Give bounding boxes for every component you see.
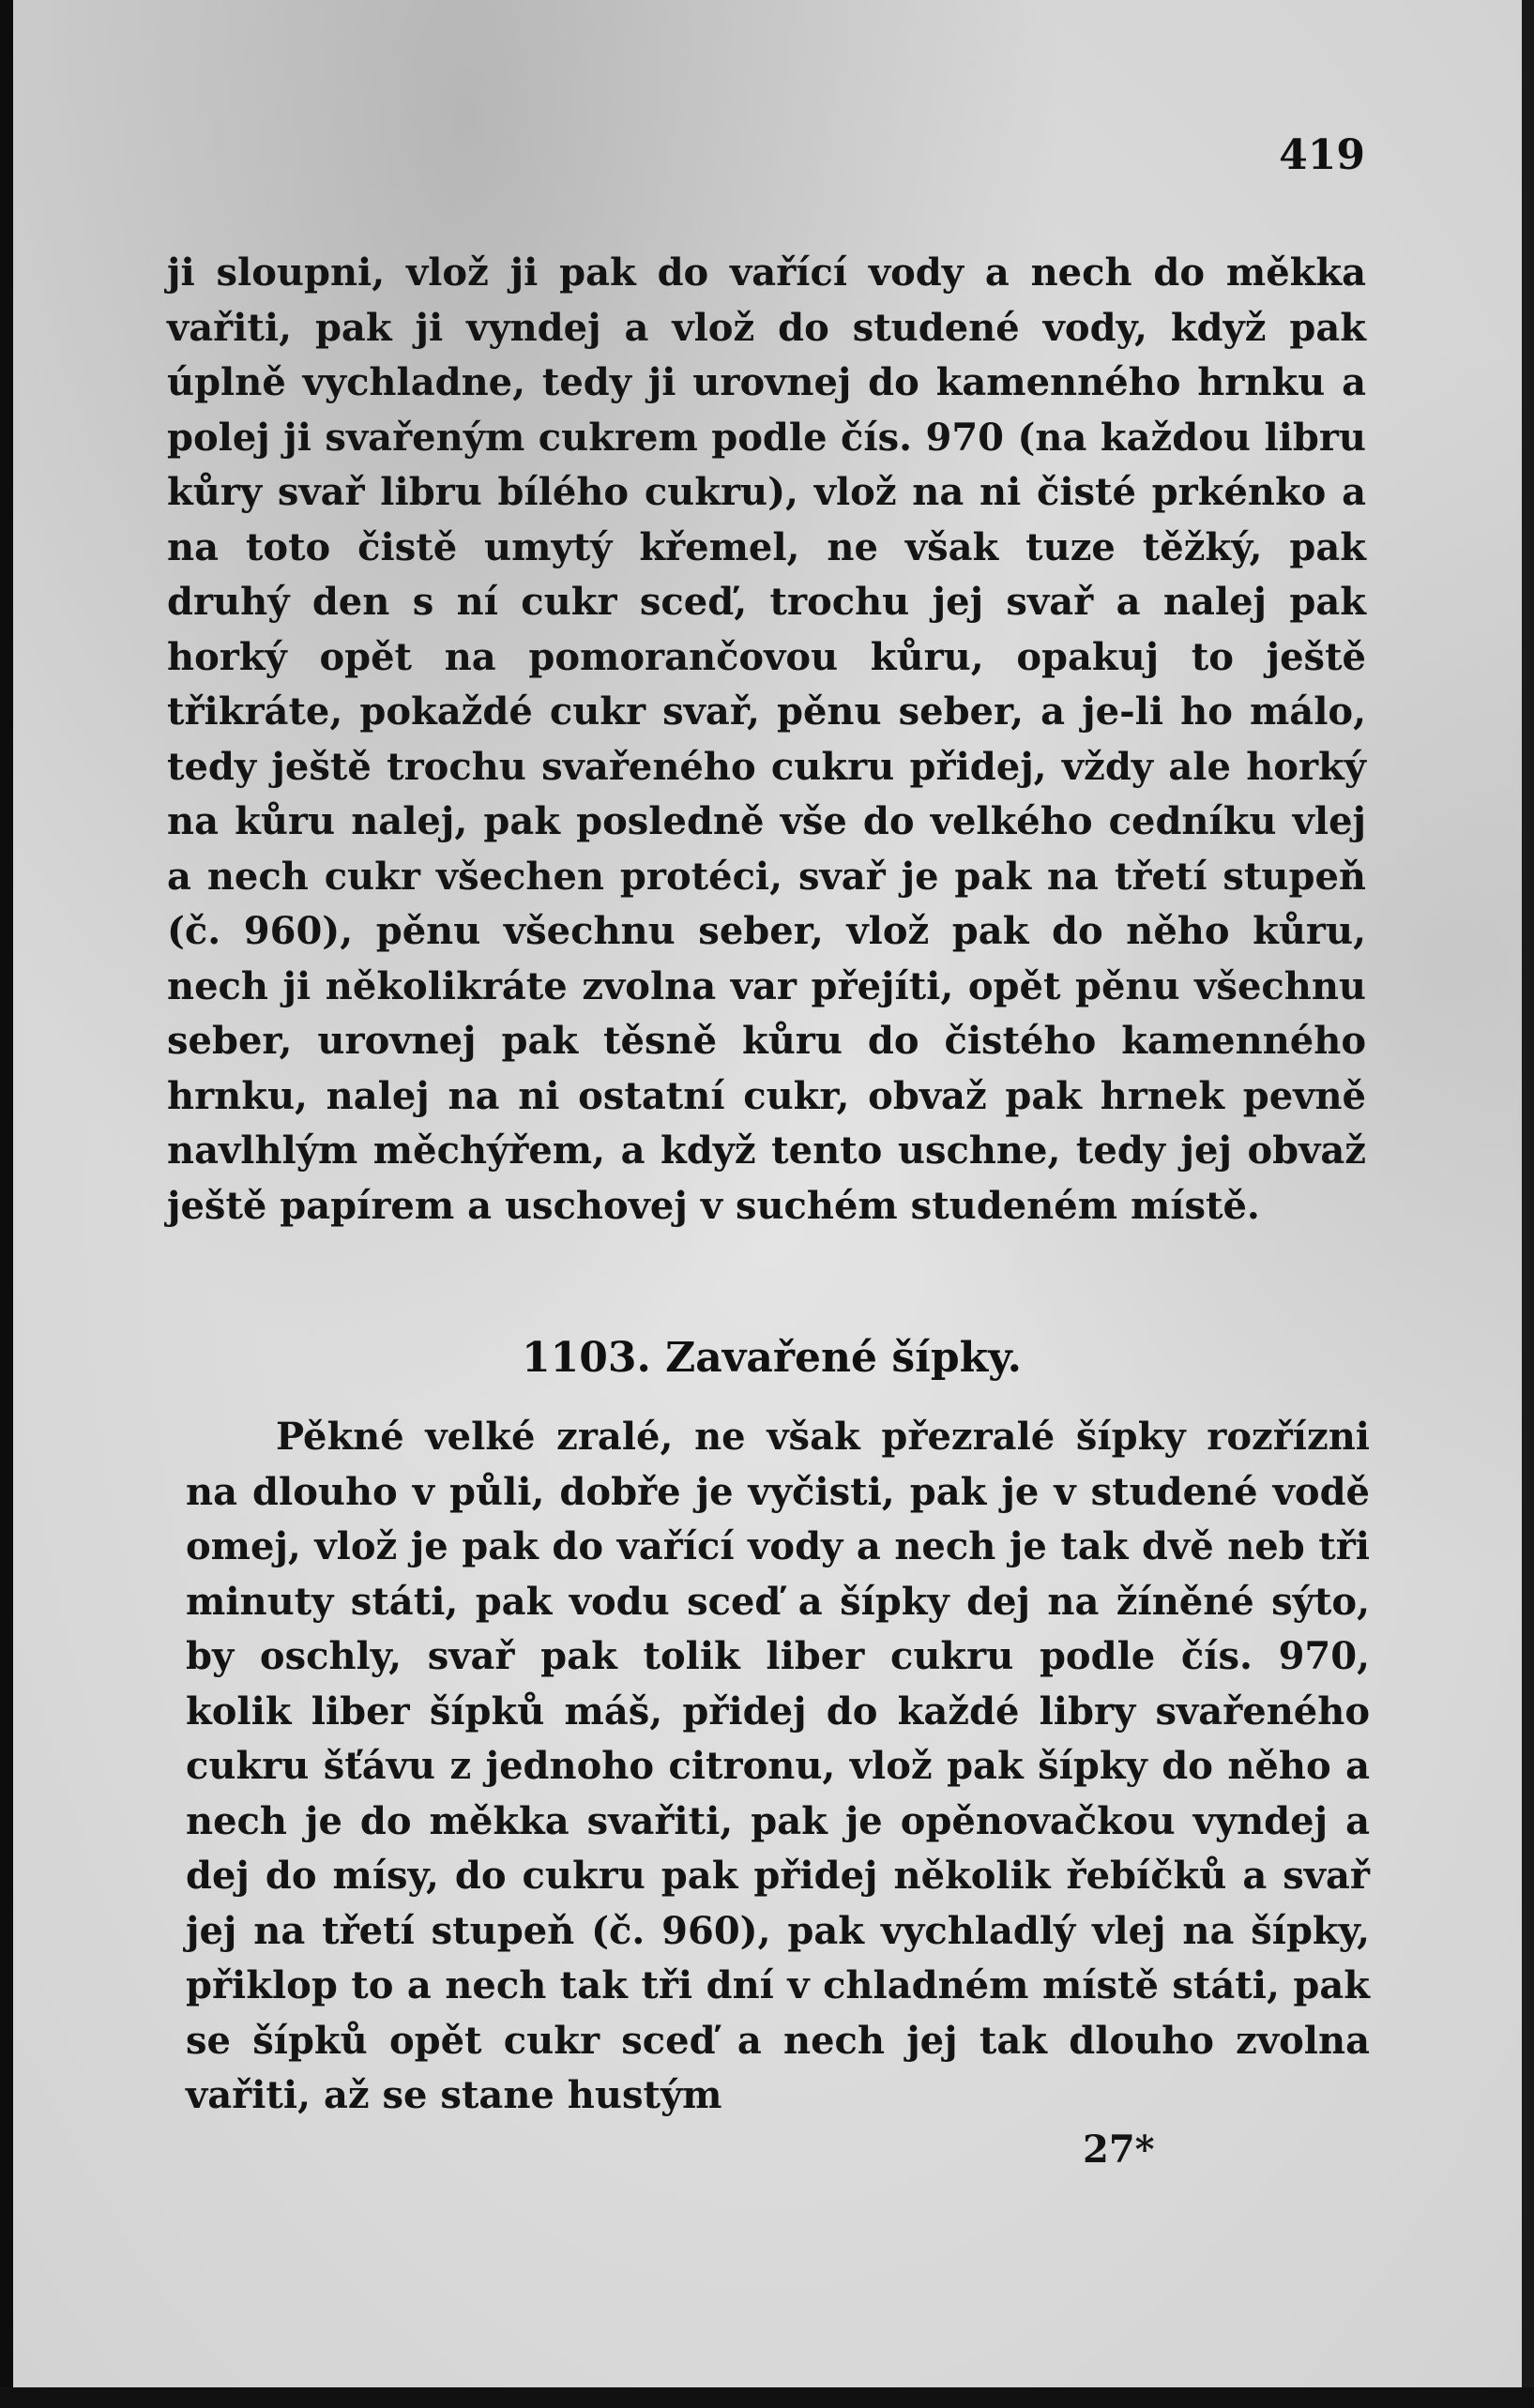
page-number: 419 — [1279, 131, 1365, 179]
paragraph-continuation: ji sloupni, vlož ji pak do vařící vody a nech do měkka vařiti, pak ji vyndej a vlož do studené vody, když pak úplně vychladne, tedy ji urovnej do kamenného hrnku a polej ji svařeným cukrem podle čís. 970 (na každou libru kůry svař libru bílého cukru), vlož na ni čisté prkénko a na toto čistě umytý křemel, ne však tuze těžký, pak druhý den s ní cukr sceď, trochu jej svař a nalej pak horký opět na pomorančovou kůru, opakuj to ještě třikráte, pokaždé cukr svař, pěnu seber, a je-li ho málo, tedy ještě trochu svařeného cukru přidej, vždy ale horký na kůru nalej, pak posledně vše do velkého cedníku vlej a nech cukr všechen protéci, svař je pak na třetí stupeň (č. 960), pěnu všechnu seber, vlož pak do něho kůru, nech ji několikráte zvolna var přejíti, opět pěnu všechnu seber, urovnej pak těsně kůru do čistého kamenného hrnku, nalej na ni ostatní cukr, obvaž pak hrnek pevně navlhlým měchýřem, a když tento uschne, tedy jej obvaž ještě papírem a uschovej v suchém studeném místě. — [167, 250, 1366, 1228]
scan-bottom-border — [0, 2387, 1534, 2408]
signature-mark: 27* — [1083, 2128, 1155, 2172]
paragraph-recipe: Pěkné velké zralé, ne však přezralé šípky rozřízni na dlouho v půli, dobře je vyčisti, pak je v studené vodě omej, vlož je pak do vařící vody a nech je tak dvě neb tři minuty státi, pak vodu sceď a šípky dej na žíněné sýto, by oschly, svař pak tolik liber cukru podle čís. 970, kolik liber šípků máš, přidej do každé libry svařeného cukru šťávu z jednoho citronu, vlož pak šípky do něho a nech je do měkka svařiti, pak je opěnovačkou vyndej a dej do mísy, do cukru pak přidej několik řebíčků a svař jej na třetí stupeň (č. 960), pak vychladlý vlej na šípky, přiklop to a nech tak tři dní v chladném místě státi, pak se šípků opět cukr sceď a nech jej tak dlouho zvolna vařiti, až se stane hustým — [186, 1415, 1370, 2117]
section-heading: 1103. Zavařené šípky. — [522, 1334, 1022, 1382]
scan-left-border — [0, 0, 13, 2408]
